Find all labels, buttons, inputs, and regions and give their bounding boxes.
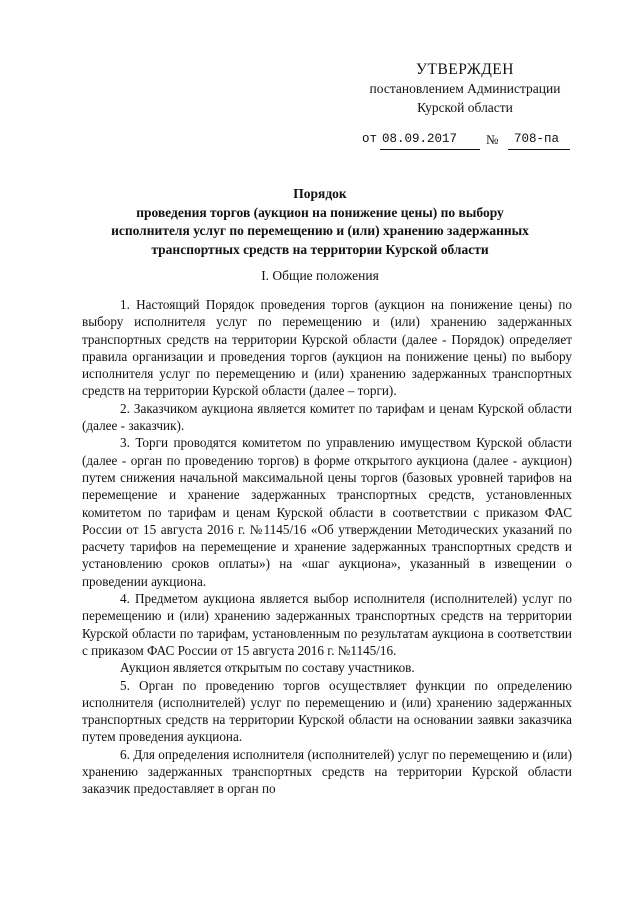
paragraph-5: 5. Орган по проведению торгов осуществляет функции по определению исполнителя (исполнителей) услуг по перемещению и (или) хранению задержанных транспортных средств на территории Курской области на основании заявки заказчика путем проведения аукциона. [82, 677, 572, 745]
number-underline [508, 149, 570, 150]
paragraph-2: 2. Заказчиком аукциона является комитет по тарифам и ценам Курской области (далее - заказчик). [82, 400, 572, 434]
approved-word: УТВЕРЖДЕН [416, 61, 514, 78]
decree-line-2: Курской области [417, 100, 513, 115]
paragraph-3: 3. Торги проводятся комитетом по управлению имуществом Курской области (далее - орган по проведению торгов) в форме открытого аукциона (далее - аукцион) путем снижения начальной максимальной цены торгов (базовых уровней тарифов на перемещение и хранение задержанных транспортных средств, установленных комитетом по тарифам и ценам Курской области в соответствии с приказом ФАС России от 15 августа 2016 г. №1145/16 «Об утверждении Методических указаний по расчету тарифов на перемещение и хранение задержанных транспортных средств и установлению сроков оплаты») на «шаг аукциона», указанный в извещении о проведении аукциона. [82, 435, 572, 589]
document-title [60, 185, 580, 259]
paragraph-4: 4. Предметом аукциона является выбор исполнителя (исполнителей) услуг по перемещению и (или) хранению задержанных транспортных средств на территории Курской области по тарифам, установленным по результатам аукциона в соответствии с приказом ФАС России от 15 августа 2016 г. №1145/16. [82, 591, 572, 658]
document-body [82, 296, 572, 798]
paragraph-auction-open: Аукцион является открытым по составу участников. [120, 660, 415, 676]
section-heading: I. Общие положения [261, 268, 379, 283]
title-line-1: Порядок [293, 186, 347, 201]
decree-date-number [362, 132, 572, 150]
title-line-2: проведения торгов (аукцион на понижение цены) по выбору [136, 204, 504, 220]
paragraph-6: 6. Для определения исполнителя (исполнителей) услуг по перемещению и (или) хранению задержанных транспортных средств на территории Курской области заказчик предоставляет в орган по [82, 746, 572, 797]
date-prefix: от [362, 132, 378, 146]
paragraph-1: 1. Настоящий Порядок проведения торгов (аукцион на понижение цены) по выбору исполнителя услуг по перемещению и (или) хранению задержанных транспортных средств на территории Курской области (далее - Порядок) определяет правила организации и проведения торгов (аукцион на понижение цены) по выбору исполнителя услуг по перемещению и (или) хранению задержанных транспортных средств на территории Курской области (далее – торги). [82, 297, 572, 399]
title-line-3: исполнителя услуг по перемещению и (или) хранению задержанных [111, 223, 529, 238]
approval-stamp-block [350, 60, 580, 117]
number-value: 708-па [514, 132, 560, 146]
date-underline [380, 149, 480, 150]
decree-line-1: постановлением Администрации [369, 81, 561, 96]
date-value: 08.09.2017 [382, 132, 458, 146]
title-line-4: транспортных средств на территории Курской области [151, 241, 489, 257]
number-sign: № [486, 132, 499, 147]
